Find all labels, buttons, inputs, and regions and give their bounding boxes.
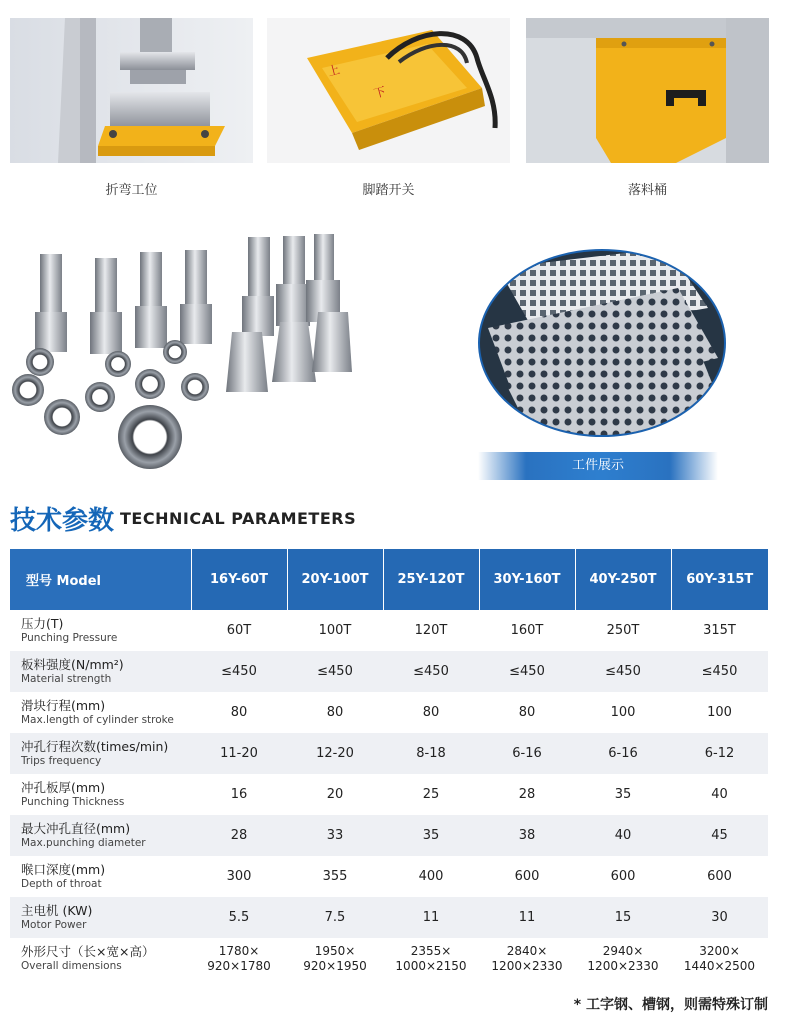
table-cell xyxy=(671,938,768,979)
table-row xyxy=(10,815,768,856)
row-label xyxy=(10,692,191,733)
table-cell: 12-20 xyxy=(287,733,383,774)
dimension-line-1: 2840× xyxy=(506,943,548,958)
table-cell: 11-20 xyxy=(191,733,287,774)
table-cell xyxy=(191,938,287,979)
row-label-en: Max.punching diameter xyxy=(21,836,146,849)
row-label-cn: 主电机 (KW) xyxy=(21,903,93,919)
pedal-up-label: 上 xyxy=(326,62,342,79)
table-cell xyxy=(575,938,671,979)
table-cell: 80 xyxy=(422,705,440,720)
table-cell: 400 xyxy=(418,869,444,884)
table-cell: 20 xyxy=(326,787,344,802)
table-cell: 16 xyxy=(230,787,248,802)
row-label xyxy=(10,815,191,856)
row-label xyxy=(10,856,191,897)
row-label-en: Motor Power xyxy=(21,918,87,931)
row-label-en: Overall dimensions xyxy=(21,959,122,972)
dimension-line-1: 3200× xyxy=(699,943,740,958)
section-title-cn: 技术参数 xyxy=(10,506,115,536)
table-header-row xyxy=(10,549,768,610)
table-cell: 315T xyxy=(703,623,736,638)
table-cell: 30 xyxy=(671,897,768,938)
table-cell: ≤450 xyxy=(575,651,671,692)
table-cell: 600 xyxy=(514,869,540,884)
table-cell: 40 xyxy=(711,787,728,802)
dimension-line-2: 1200×2330 xyxy=(587,958,659,973)
scrap-bucket-photo xyxy=(526,18,769,163)
row-label-cn: 压力(T) xyxy=(21,616,64,632)
foot-switch-photo xyxy=(267,18,510,163)
row-label-cn: 冲孔板厚(mm) xyxy=(21,780,106,796)
dimension-line-2: 920×1780 xyxy=(207,958,271,973)
model-header-cell: 40Y-250T xyxy=(575,549,671,610)
table-cell: 100T xyxy=(318,623,352,638)
table-cell: 33 xyxy=(287,815,383,856)
table-cell: 250T xyxy=(606,623,640,638)
bending-station-photo xyxy=(10,18,253,163)
model-header-cell: 25Y-120T xyxy=(383,549,479,610)
custom-order-note: * 工字钢、槽钢，则需特殊订制 xyxy=(573,997,768,1013)
row-label-en: Depth of throat xyxy=(21,877,102,890)
row-label xyxy=(10,651,191,692)
dimension-line-1: 2940× xyxy=(602,943,644,958)
row-label-cn: 喉口深度(mm) xyxy=(21,862,106,878)
row-label xyxy=(10,938,191,979)
row-label-cn: 板料强度(N/mm²) xyxy=(21,657,124,673)
table-cell: 11 xyxy=(383,897,479,938)
model-header-cell: 30Y-160T xyxy=(479,549,575,610)
table-cell: 6-16 xyxy=(575,733,671,774)
table-cell: 35 xyxy=(383,815,479,856)
dimension-line-1: 2355× xyxy=(410,943,452,958)
row-label-en: Trips frequency xyxy=(21,754,102,767)
table-cell: 5.5 xyxy=(191,897,287,938)
workpiece-showcase-photo xyxy=(478,248,726,438)
row-label-en: Punching Pressure xyxy=(21,631,118,644)
dimension-line-2: 1200×2330 xyxy=(491,958,563,973)
table-cell: 60T xyxy=(226,623,252,638)
scrap-bucket-caption: 落料桶 xyxy=(627,183,667,198)
table-cell: 40 xyxy=(575,815,671,856)
table-cell: 80 xyxy=(518,705,536,720)
punch-die-set-photo xyxy=(0,222,370,472)
table-row xyxy=(10,856,768,897)
table-cell: 28 xyxy=(191,815,287,856)
table-row xyxy=(10,651,768,692)
table-cell: 15 xyxy=(575,897,671,938)
bending-station-caption: 折弯工位 xyxy=(105,183,158,198)
dimension-line-2: 920×1950 xyxy=(303,958,367,973)
dimension-line-1: 1780× xyxy=(218,943,260,958)
model-header: 型号 Model xyxy=(10,549,191,610)
table-row xyxy=(10,774,768,815)
section-title-en: TECHNICAL PARAMETERS xyxy=(120,509,357,528)
table-row xyxy=(10,897,768,938)
table-cell: 120T xyxy=(414,623,448,638)
dimension-line-1: 1950× xyxy=(314,943,356,958)
table-cell: 28 xyxy=(518,787,536,802)
table-cell: 6-12 xyxy=(671,733,768,774)
table-cell: 600 xyxy=(707,869,732,884)
table-row xyxy=(10,938,768,979)
row-label-en: Max.length of cylinder stroke xyxy=(21,713,174,726)
row-label xyxy=(10,610,191,651)
table-cell: 35 xyxy=(614,787,632,802)
table-cell: 355 xyxy=(322,869,348,884)
model-header-cell: 20Y-100T xyxy=(287,549,383,610)
specifications-table xyxy=(10,549,768,979)
table-cell: ≤450 xyxy=(479,651,575,692)
pedal-down-label: 下 xyxy=(372,84,388,101)
model-header-cell: 60Y-315T xyxy=(671,549,768,610)
table-cell xyxy=(287,938,383,979)
row-label-cn: 外形尺寸（长×宽×高） xyxy=(21,944,155,960)
table-cell: 300 xyxy=(226,869,252,884)
row-label xyxy=(10,774,191,815)
table-cell: 80 xyxy=(230,705,248,720)
section-title xyxy=(10,500,356,534)
table-cell: 80 xyxy=(326,705,344,720)
table-cell: 25 xyxy=(422,787,440,802)
table-cell: ≤450 xyxy=(287,651,383,692)
table-cell: 11 xyxy=(479,897,575,938)
workpiece-banner: 工件展示 xyxy=(478,452,718,480)
table-cell: ≤450 xyxy=(671,651,768,692)
table-cell: 160T xyxy=(510,623,544,638)
table-cell xyxy=(479,938,575,979)
row-label-cn: 滑块行程(mm) xyxy=(21,698,106,714)
table-cell: 7.5 xyxy=(287,897,383,938)
row-label xyxy=(10,733,191,774)
table-cell: 45 xyxy=(671,815,768,856)
foot-switch-caption: 脚踏开关 xyxy=(362,183,415,198)
row-label xyxy=(10,897,191,938)
dimension-line-2: 1440×2500 xyxy=(683,958,756,973)
row-label-cn: 最大冲孔直径(mm) xyxy=(21,821,131,837)
table-cell: 100 xyxy=(610,705,636,720)
row-label-en: Punching Thickness xyxy=(21,795,125,808)
table-cell: 38 xyxy=(479,815,575,856)
table-cell: 6-16 xyxy=(479,733,575,774)
table-row xyxy=(10,733,768,774)
table-cell: ≤450 xyxy=(191,651,287,692)
table-row xyxy=(10,692,768,733)
model-header-cell: 16Y-60T xyxy=(191,549,287,610)
table-cell xyxy=(383,938,479,979)
row-label-en: Material strength xyxy=(21,672,112,685)
table-cell: 8-18 xyxy=(383,733,479,774)
table-cell: ≤450 xyxy=(383,651,479,692)
table-row xyxy=(10,610,768,651)
row-label-cn: 冲孔行程次数(times/min) xyxy=(21,739,169,755)
table-cell: 100 xyxy=(707,705,732,720)
table-cell: 600 xyxy=(610,869,636,884)
dimension-line-2: 1000×2150 xyxy=(395,958,467,973)
